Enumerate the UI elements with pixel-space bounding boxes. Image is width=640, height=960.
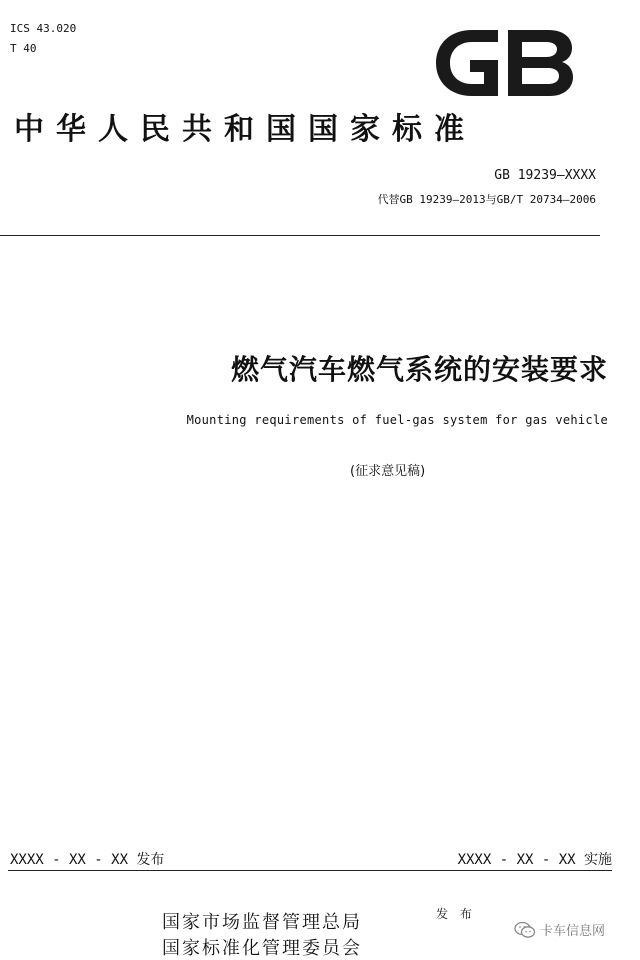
issuer-sac: 国家标准化管理委员会	[162, 938, 362, 959]
publish-date: XXXX - XX - XX 发布	[10, 852, 165, 868]
issuer-samr: 国家市场监督管理总局	[162, 912, 362, 933]
watermark-text: 卡车信息网	[540, 924, 606, 939]
classification-code: T 40	[10, 42, 37, 55]
replaces-note: 代替GB 19239—2013与GB/T 20734—2006	[377, 193, 596, 206]
issue-label: 发 布	[436, 907, 476, 921]
wechat-icon	[514, 921, 536, 939]
ics-code: ICS 43.020	[10, 22, 77, 35]
standard-title-zh: 燃气汽车燃气系统的安装要求	[230, 353, 608, 386]
national-standard-title: 中华人民共和国国家标准	[14, 112, 476, 147]
footer-divider	[8, 870, 612, 871]
watermark	[514, 920, 605, 939]
standard-number: GB 19239—XXXX	[494, 168, 596, 183]
standard-title-en: Mounting requirements of fuel-gas system for gas vehicle	[186, 413, 608, 427]
implement-date: XXXX - XX - XX 实施	[457, 852, 612, 868]
gb-logo	[432, 26, 576, 100]
draft-note: (征求意见稿)	[350, 464, 426, 479]
header-divider	[0, 235, 600, 236]
